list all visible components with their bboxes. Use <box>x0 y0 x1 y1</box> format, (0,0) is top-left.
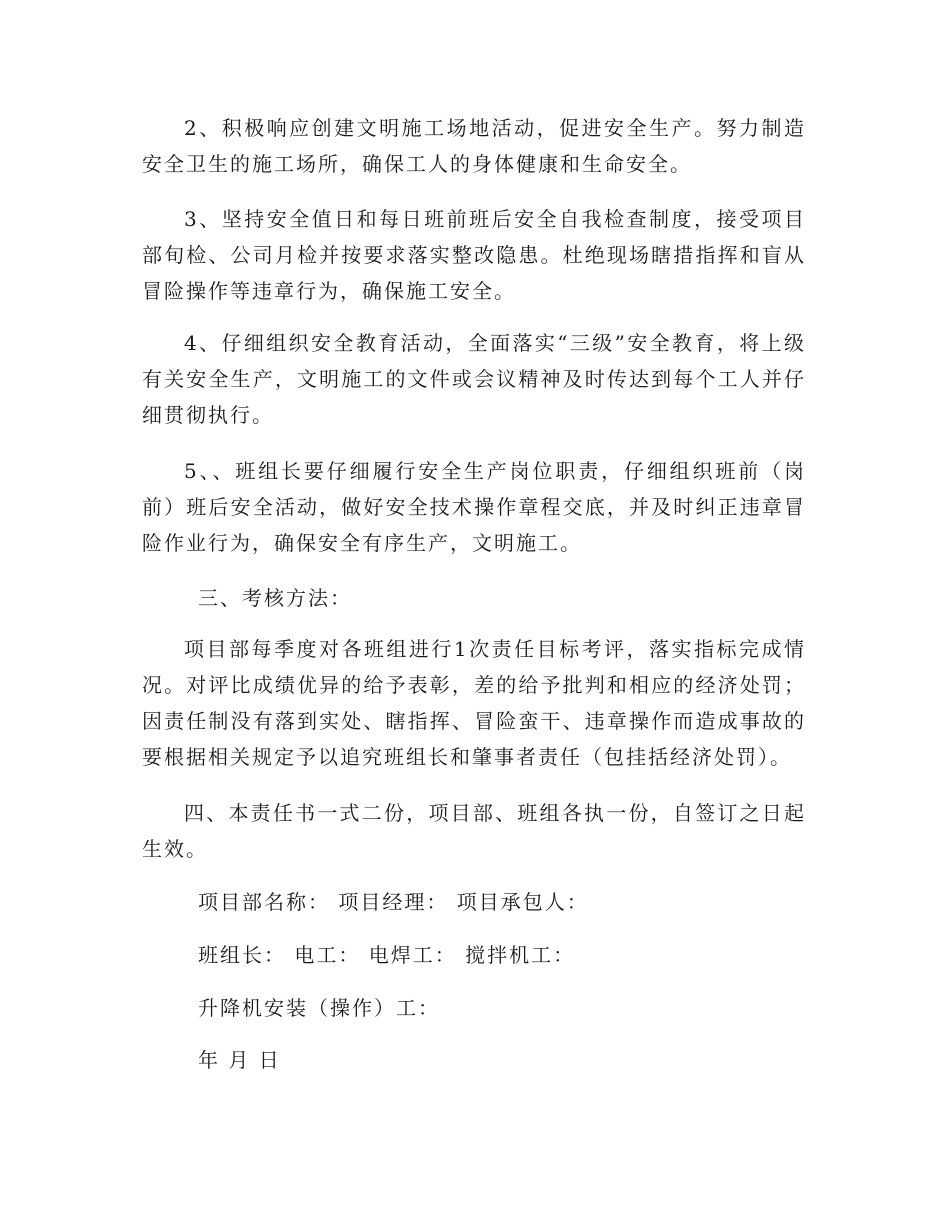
section-3-heading: 三、考核方法： <box>198 586 352 610</box>
section-4-paragraph: 四、本责任书一式二份，项目部、班组各执一份，自签订之日起生效。 <box>142 801 806 861</box>
clause-5-paragraph: 5、、班组长要仔细履行安全生产岗位职责，仔细组织班前（岗前）班后安全活动，做好安全技术操作章程交底，并及时纠正违章冒险作业行为，确保安全有序生产，文明施工。 <box>142 459 806 555</box>
signature-line-team: 班组长： 电工： 电焊工： 搅拌机工： <box>198 943 576 967</box>
signature-line-project: 项目部名称： 项目经理： 项目承包人： <box>198 890 589 914</box>
signature-date: 年 月 日 <box>198 1048 281 1072</box>
clause-2-paragraph: 2、积极响应创建文明施工场地活动，促进安全生产。努力制造安全卫生的施工场所，确保工人的身体健康和生命安全。 <box>142 116 806 176</box>
clause-4-paragraph: 4、仔细组织安全教育活动，全面落实“三级”安全教育，将上级有关安全生产，文明施工的文件或会议精神及时传达到每个工人并仔细贯彻执行。 <box>142 331 806 427</box>
signature-line-elevator: 升降机安装（操作）工： <box>198 996 440 1020</box>
section-3-body: 项目部每季度对各班组进行1次责任目标考评，落实指标完成情况。对评比成绩优异的给予表彰，差的给予批判和相应的经济处罚；因责任制没有落到实处、瞎指挥、冒险蛮干、违章操作而造成事故的要根据相关规定予以追究班组长和肇事者责任（包挂括经济处罚）。 <box>142 637 806 769</box>
clause-3-paragraph: 3、坚持安全值日和每日班前班后安全自我检查制度，接受项目部旬检、公司月检并按要求落实整改隐患。杜绝现场瞎措指挥和盲从冒险操作等违章行为，确保施工安全。 <box>142 207 806 303</box>
